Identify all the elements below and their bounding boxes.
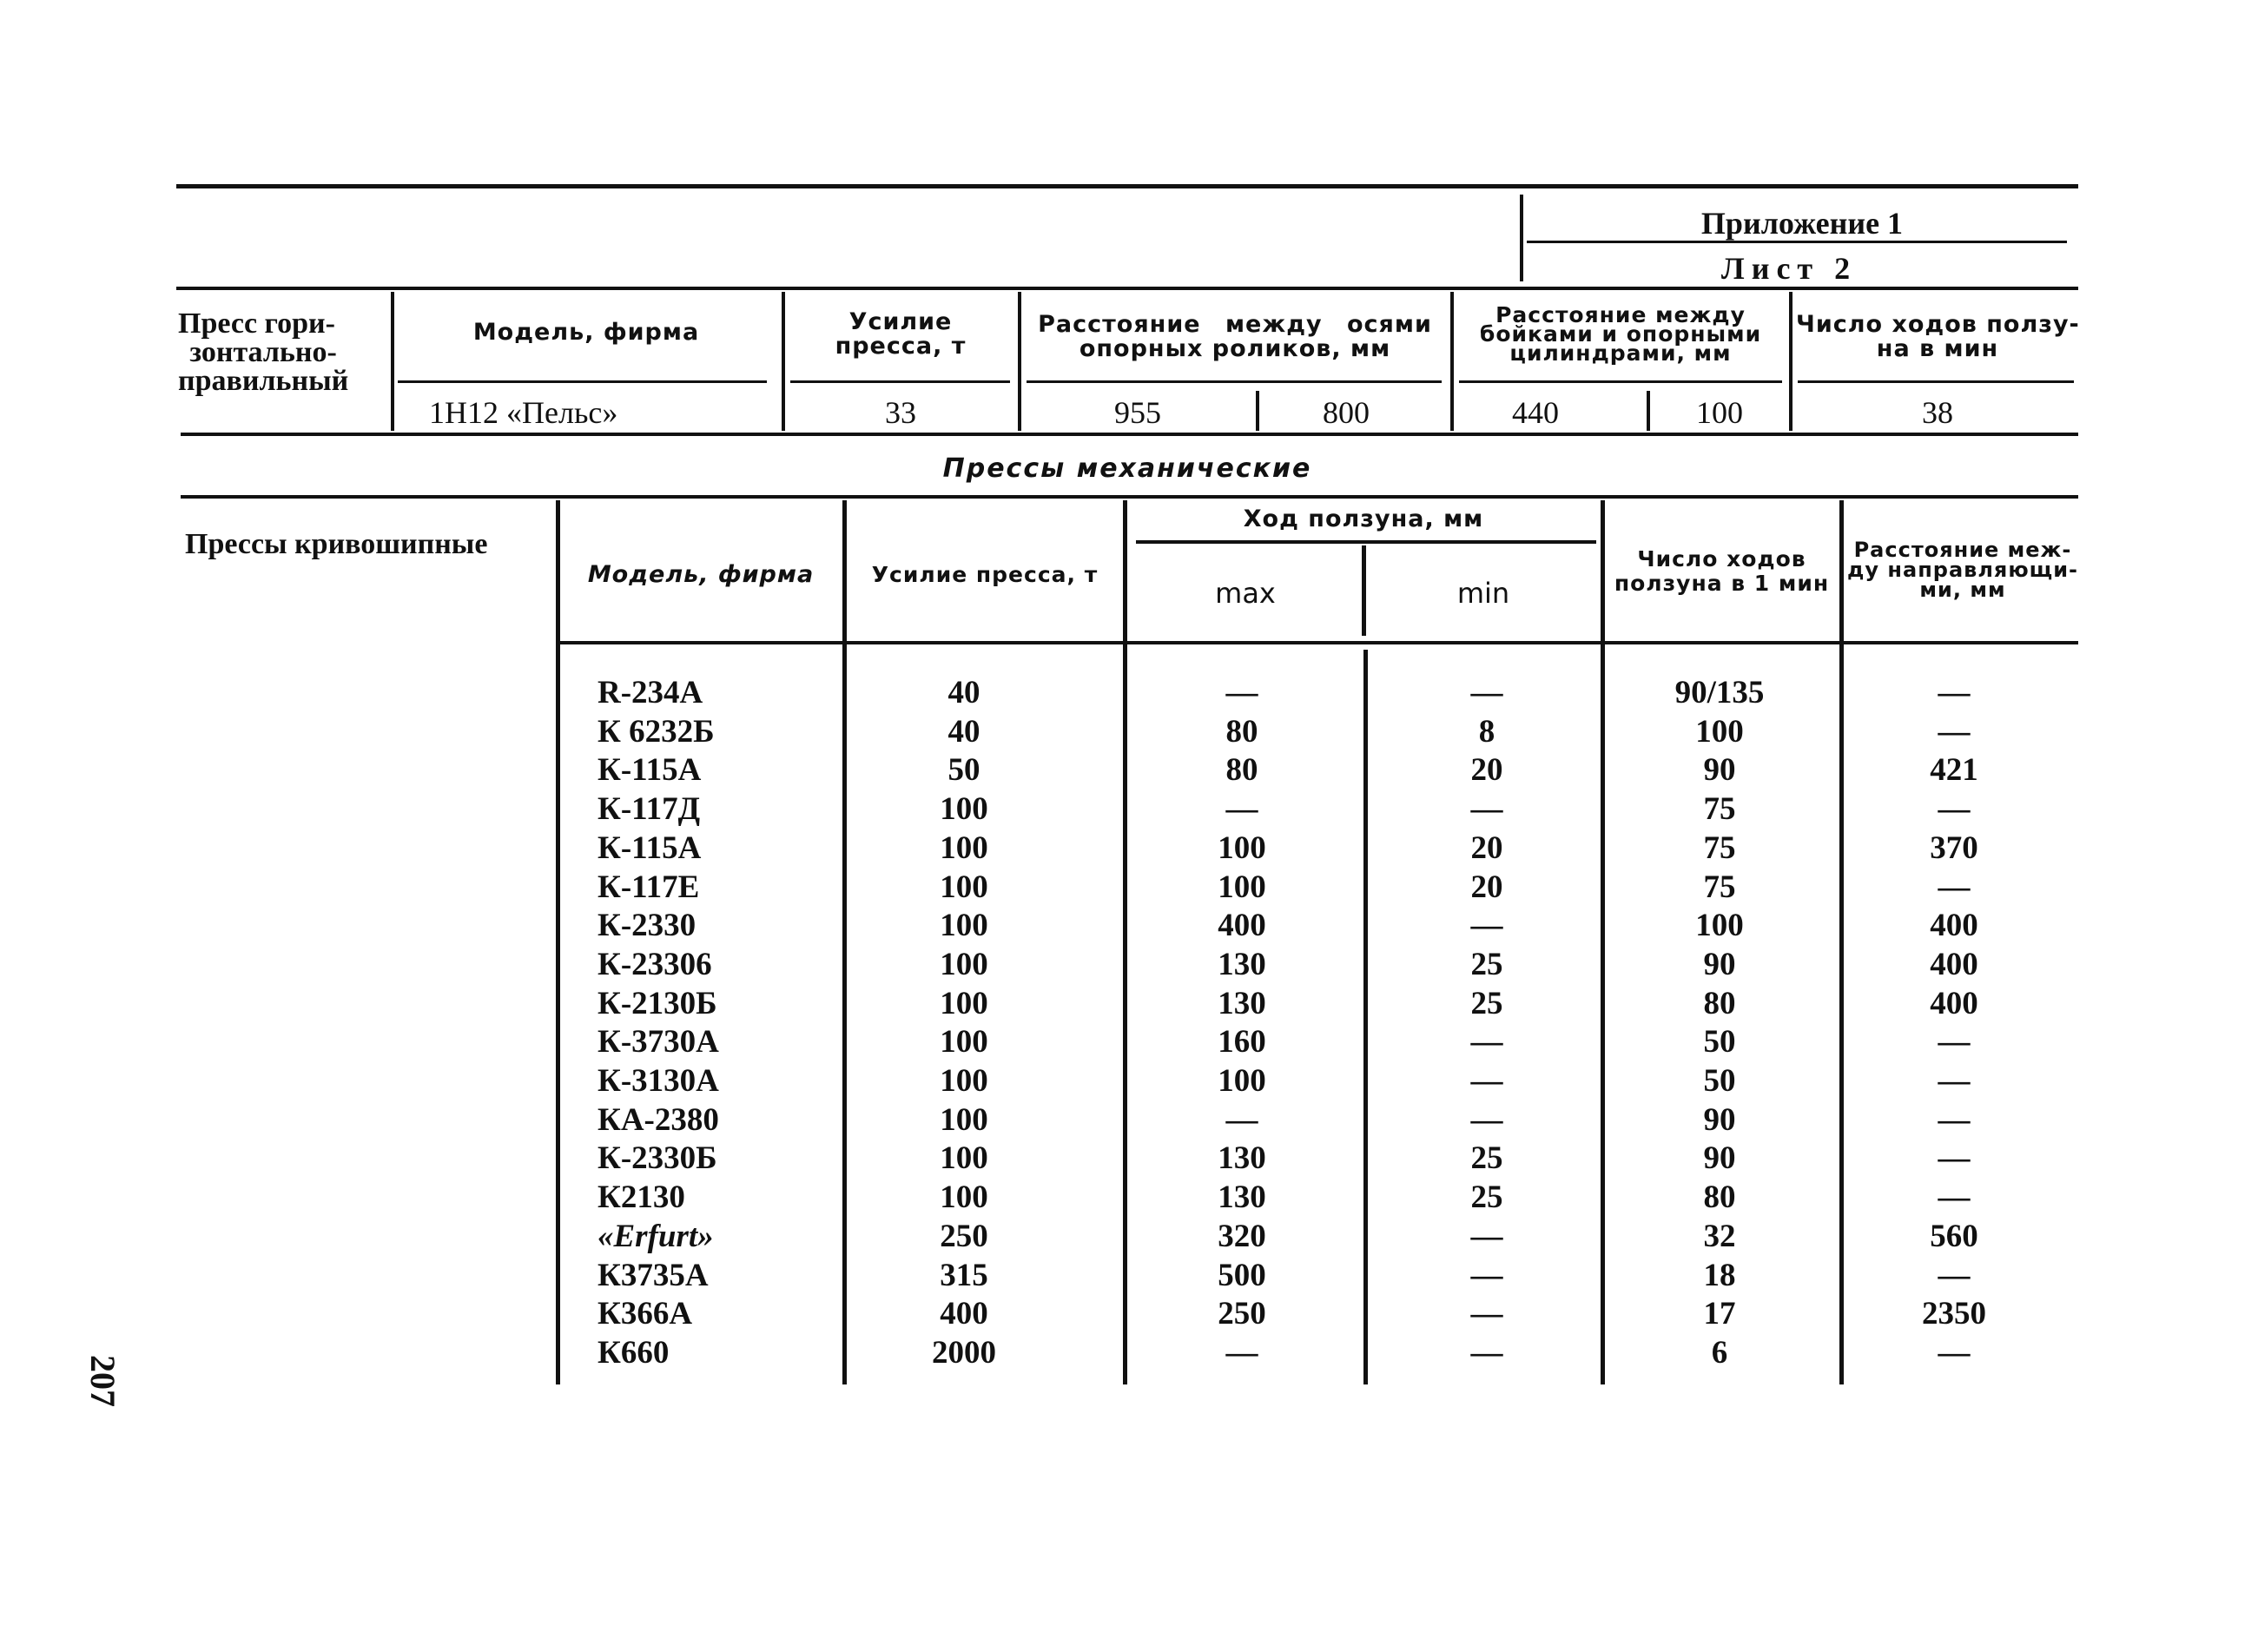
cell-stroke-max: — <box>1225 675 1258 710</box>
cell-guide: 400 <box>1930 947 1978 982</box>
cell-guide: 2350 <box>1922 1296 1986 1332</box>
sp-col-divider-5 <box>1789 292 1793 431</box>
cell-guide: — <box>1938 1335 1971 1371</box>
cell-strokes: 50 <box>1703 1024 1736 1060</box>
cell-strokes: 75 <box>1703 791 1736 827</box>
cell-guide: — <box>1938 1180 1971 1215</box>
cell-guide: — <box>1938 1063 1971 1099</box>
cell-model: К2130 <box>598 1180 685 1215</box>
cell-model: К366А <box>598 1296 693 1332</box>
cell-stroke-max: — <box>1225 1335 1258 1371</box>
cell-force: 100 <box>940 830 988 866</box>
cell-guide: — <box>1938 1140 1971 1176</box>
sp-row-roller-b: 800 <box>1323 395 1370 430</box>
sp-header-model: Модель, фирма <box>472 319 700 346</box>
cell-stroke-min: 20 <box>1470 752 1503 788</box>
cp-header-force: Усилие пресса, т <box>871 562 1099 587</box>
sp-header-roller-distance: Расстояние между осями опорных роликов, мм <box>1038 311 1432 362</box>
cell-model: К-2130Б <box>598 986 717 1021</box>
cell-force: 100 <box>940 1180 988 1215</box>
sp-header-force: Усилие пресса, т <box>835 308 967 360</box>
cell-model: К-115А <box>598 752 702 788</box>
cell-stroke-min: 25 <box>1470 1180 1503 1215</box>
sp-col-divider-4 <box>1450 292 1454 431</box>
cell-force: 100 <box>940 986 988 1021</box>
cell-strokes: 17 <box>1703 1296 1736 1332</box>
cp-col-divider-4 <box>1601 500 1605 1384</box>
page-number: 207 <box>83 1355 122 1407</box>
cell-model: К 6232Б <box>598 714 715 750</box>
cell-force: 50 <box>947 752 980 788</box>
cell-stroke-min: 20 <box>1470 830 1503 866</box>
cell-stroke-max: — <box>1225 1102 1258 1138</box>
cp-header-stroke-min: min <box>1456 577 1510 610</box>
sp-header-striker-distance: Расстояние между бойками и опорными цилиндрами, мм <box>1479 302 1762 366</box>
cell-strokes: 90/135 <box>1674 675 1765 710</box>
cell-stroke-max: 320 <box>1218 1219 1266 1254</box>
cell-guide: — <box>1938 869 1971 905</box>
cell-force: 100 <box>940 1102 988 1138</box>
cell-strokes: 6 <box>1711 1335 1728 1371</box>
cell-model: К-115А <box>598 830 702 866</box>
cell-strokes: 80 <box>1703 1180 1736 1215</box>
cell-stroke-min: — <box>1470 1335 1503 1371</box>
cell-stroke-min: — <box>1470 791 1503 827</box>
cell-model: К-3730А <box>598 1024 719 1060</box>
cell-strokes: 100 <box>1695 908 1744 943</box>
cell-force: 100 <box>940 908 988 943</box>
cell-model: К3735А <box>598 1258 709 1293</box>
cell-stroke-max: 400 <box>1218 908 1266 943</box>
cp-header-model: Модель, фирма <box>587 561 815 588</box>
cp-header-strokes-per-min: Число ходов ползуна в 1 мин <box>1614 546 1830 596</box>
appendix-divider <box>1520 195 1523 281</box>
cell-stroke-max: 130 <box>1218 1180 1266 1215</box>
cp-col-divider-5 <box>1839 500 1844 1384</box>
cell-strokes: 75 <box>1703 830 1736 866</box>
cell-force: 40 <box>947 714 980 750</box>
cell-model: К-117Е <box>598 869 700 905</box>
cell-strokes: 90 <box>1703 752 1736 788</box>
cell-stroke-min: 8 <box>1478 714 1495 750</box>
cell-stroke-min: — <box>1470 1024 1503 1060</box>
cell-stroke-max: 100 <box>1218 830 1266 866</box>
cell-force: 40 <box>947 675 980 710</box>
cell-stroke-min: 25 <box>1470 1140 1503 1176</box>
cell-guide: — <box>1938 714 1971 750</box>
sheet-label: Лист 2 <box>1720 251 1858 286</box>
cell-force: 100 <box>940 1063 988 1099</box>
cell-model: R-234A <box>598 675 703 710</box>
cell-stroke-min: — <box>1470 1296 1503 1332</box>
sp-col-divider-2 <box>782 292 785 431</box>
cell-strokes: 18 <box>1703 1258 1736 1293</box>
cell-force: 400 <box>940 1296 988 1332</box>
section-rule <box>181 495 2078 499</box>
cell-force: 100 <box>940 1140 988 1176</box>
cell-force: 100 <box>940 947 988 982</box>
top-rule <box>176 184 2078 188</box>
cell-stroke-min: 20 <box>1470 869 1503 905</box>
sp-row-strokes: 38 <box>1922 395 1953 430</box>
cell-guide: 421 <box>1930 752 1978 788</box>
sp-header-underline-4 <box>1459 380 1782 383</box>
sp-row-striker-b: 100 <box>1696 395 1743 430</box>
sp-col-divider-3 <box>1018 292 1021 431</box>
cell-strokes: 90 <box>1703 1140 1736 1176</box>
cell-model: К-117Д <box>598 791 701 827</box>
cell-stroke-max: 80 <box>1225 714 1258 750</box>
cell-force: 2000 <box>932 1335 996 1371</box>
cp-col-divider-1 <box>842 500 847 1384</box>
cell-stroke-min: 25 <box>1470 986 1503 1021</box>
cp-header-stroke-max: max <box>1215 577 1276 610</box>
cell-force: 100 <box>940 1024 988 1060</box>
sp-row-roller-a: 955 <box>1114 395 1161 430</box>
cell-stroke-min: 25 <box>1470 947 1503 982</box>
cp-col-divider-0 <box>556 500 560 1384</box>
cell-model: К-23306 <box>598 947 712 982</box>
cell-stroke-max: 160 <box>1218 1024 1266 1060</box>
cell-force: 100 <box>940 791 988 827</box>
cell-stroke-min: — <box>1470 1063 1503 1099</box>
sp-header-underline-1 <box>398 380 767 383</box>
sp-row-striker-a: 440 <box>1512 395 1559 430</box>
cell-guide: — <box>1938 675 1971 710</box>
cell-stroke-max: 500 <box>1218 1258 1266 1293</box>
cell-strokes: 80 <box>1703 986 1736 1021</box>
cp-col-divider-3b <box>1363 650 1368 1384</box>
cell-strokes: 100 <box>1695 714 1744 750</box>
sp-header-underline-5 <box>1798 380 2074 383</box>
cell-force: 250 <box>940 1219 988 1254</box>
appendix-label: Приложение 1 <box>1700 206 1904 241</box>
cell-stroke-max: 130 <box>1218 1140 1266 1176</box>
cell-strokes: 90 <box>1703 947 1736 982</box>
cell-guide: 370 <box>1930 830 1978 866</box>
cp-header-bottom-rule <box>560 641 2078 644</box>
cell-strokes: 75 <box>1703 869 1736 905</box>
cell-stroke-max: 130 <box>1218 947 1266 982</box>
cell-stroke-min: — <box>1470 1219 1503 1254</box>
section-title: Прессы механические <box>942 453 1312 484</box>
cell-strokes: 90 <box>1703 1102 1736 1138</box>
cp-stroke-group-rule <box>1136 540 1596 544</box>
cell-guide: 560 <box>1930 1219 1978 1254</box>
cell-model: К-2330 <box>598 908 697 943</box>
cell-model: «Erfurt» <box>598 1219 714 1254</box>
straightening-category: Пресс гори- зонтально- правильный <box>178 307 349 397</box>
sp-row-force: 33 <box>885 395 916 430</box>
sp-bottom-rule <box>181 433 2078 436</box>
cell-model: К660 <box>598 1335 670 1371</box>
cell-model: К-3130А <box>598 1063 719 1099</box>
cell-guide: 400 <box>1930 908 1978 943</box>
sp-header-underline-3 <box>1027 380 1442 383</box>
sp-header-underline-2 <box>790 380 1010 383</box>
cell-stroke-max: 250 <box>1218 1296 1266 1332</box>
cell-stroke-min: — <box>1470 908 1503 943</box>
appendix-rule <box>1527 241 2067 243</box>
cp-header-stroke-group: Ход ползуна, мм <box>1243 506 1484 532</box>
header-top-rule <box>176 287 2078 290</box>
sp-row-model: 1Н12 «Пельс» <box>429 395 618 430</box>
cell-stroke-min: — <box>1470 1258 1503 1293</box>
cp-col-divider-2 <box>1123 500 1127 1384</box>
cell-force: 315 <box>940 1258 988 1293</box>
cp-header-guide-distance: Расстояние меж- ду направляющи- ми, мм <box>1847 538 2078 602</box>
cell-stroke-max: 100 <box>1218 1063 1266 1099</box>
cell-strokes: 32 <box>1703 1219 1736 1254</box>
sp-col-divider-1 <box>391 292 394 431</box>
cell-guide: 400 <box>1930 986 1978 1021</box>
cell-stroke-max: — <box>1225 791 1258 827</box>
cell-stroke-max: 100 <box>1218 869 1266 905</box>
cell-stroke-max: 80 <box>1225 752 1258 788</box>
sp-header-strokes: Число ходов ползу- на в мин <box>1796 311 2080 362</box>
cell-model: К-2330Б <box>598 1140 717 1176</box>
cell-stroke-min: — <box>1470 1102 1503 1138</box>
crank-category: Прессы кривошипные <box>185 528 488 560</box>
cell-strokes: 50 <box>1703 1063 1736 1099</box>
cell-model: КА-2380 <box>598 1102 719 1138</box>
cell-guide: — <box>1938 1102 1971 1138</box>
cell-stroke-min: — <box>1470 675 1503 710</box>
cell-guide: — <box>1938 1024 1971 1060</box>
cell-guide: — <box>1938 1258 1971 1293</box>
cell-guide: — <box>1938 791 1971 827</box>
cell-force: 100 <box>940 869 988 905</box>
cell-stroke-max: 130 <box>1218 986 1266 1021</box>
cp-col-divider-3 <box>1362 545 1366 636</box>
